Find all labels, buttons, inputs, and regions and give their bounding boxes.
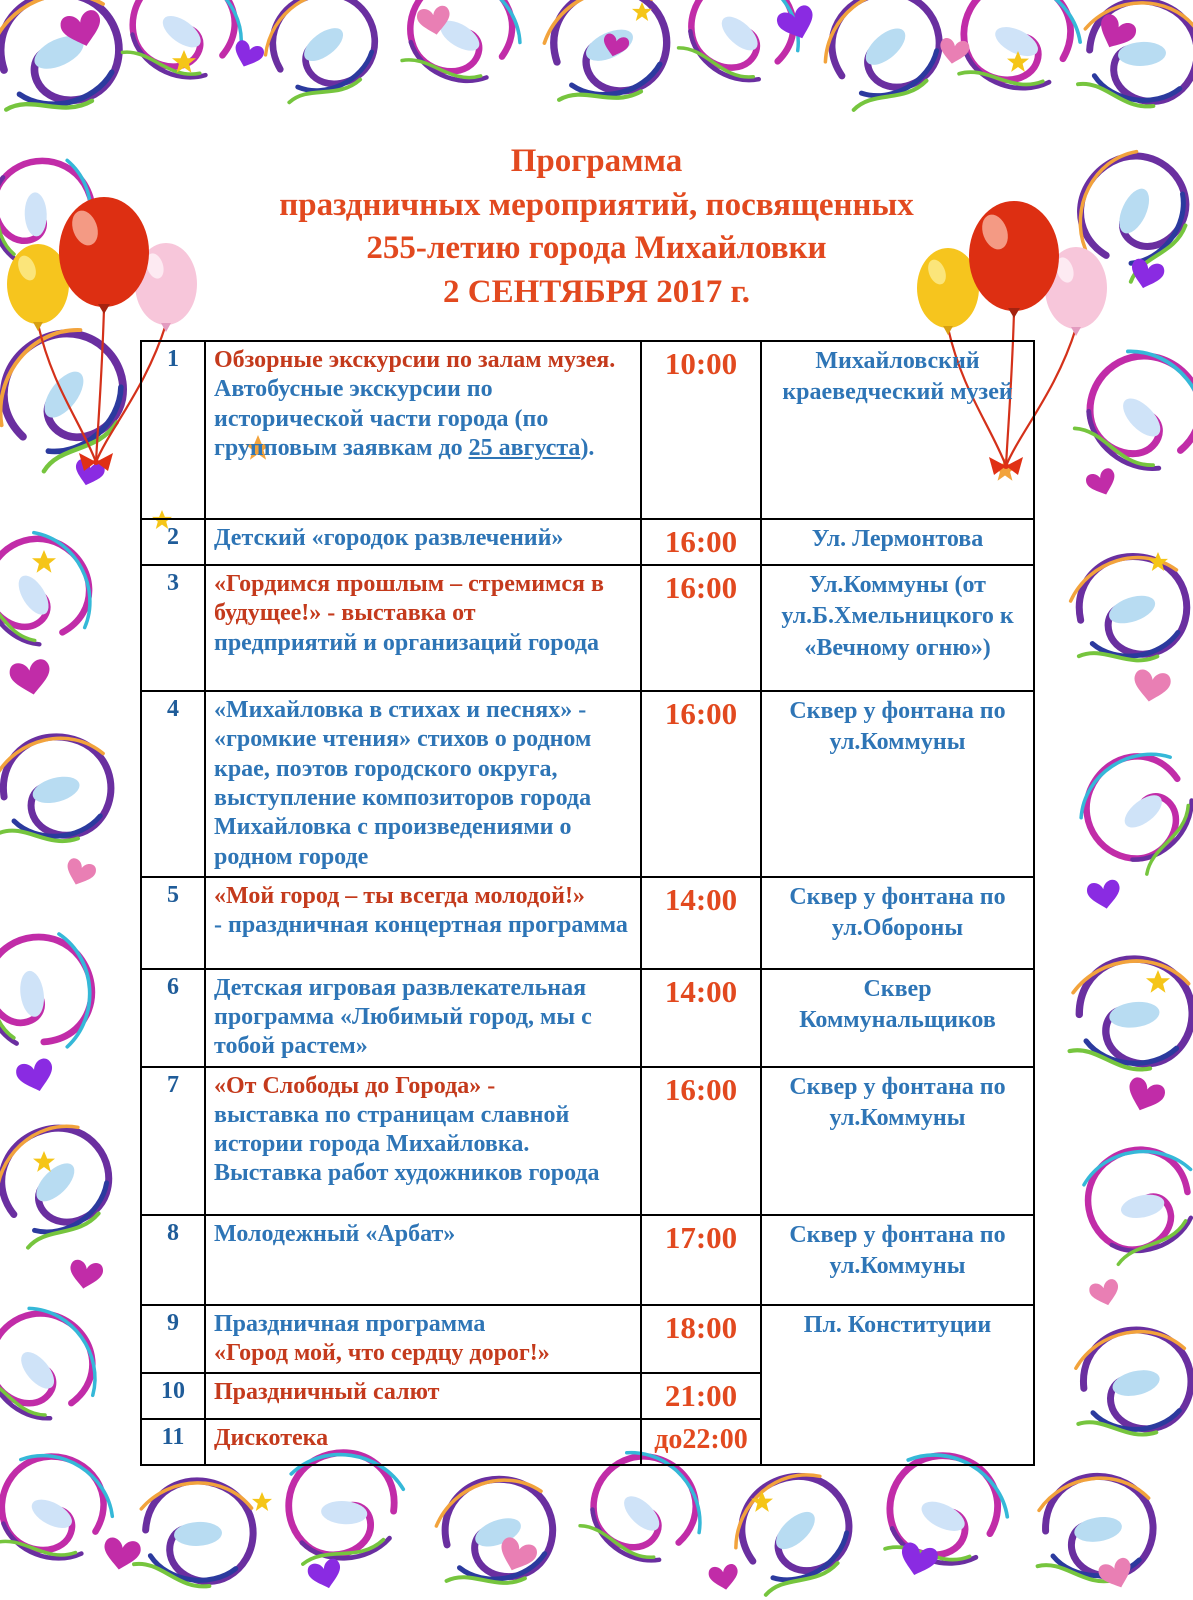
time-cell: 16:00 <box>641 519 761 565</box>
time-cell: 16:00 <box>641 691 761 877</box>
time-cell: 10:00 <box>641 341 761 519</box>
event-cell <box>205 1067 641 1215</box>
time-cell: 14:00 <box>641 969 761 1067</box>
event-title-red: Дискотека <box>214 1425 329 1452</box>
table-row <box>141 1305 1034 1374</box>
event-cell <box>205 1419 641 1465</box>
table-row <box>141 341 1034 519</box>
table-row <box>141 1215 1034 1305</box>
event-title-red: Обзорные экскурсии по залам музея. <box>214 347 616 374</box>
table-row <box>141 691 1034 877</box>
event-text-blue <box>214 375 632 463</box>
place-cell: Сквер у фонтана по ул.Обороны <box>761 877 1034 969</box>
title-line-3: 255-летию города Михайловки <box>366 230 827 267</box>
table-row <box>141 969 1034 1067</box>
title-line-2: праздничных мероприятий, посвященных <box>279 186 914 223</box>
place-cell: Сквер у фонтана по ул.Коммуны <box>761 1067 1034 1215</box>
table-row <box>141 1067 1034 1215</box>
row-number: 4 <box>141 691 205 877</box>
place-cell: Ул. Лермонтова <box>761 519 1034 565</box>
event-cell <box>205 1215 641 1305</box>
event-text-blue: Детский «городок развлечений» <box>214 525 564 552</box>
event-title-red: «Мой город – ты всегда молодой!» <box>214 882 585 909</box>
event-text-blue: Праздничная программа <box>214 1310 486 1337</box>
event-text-blue: - праздничная концертная программа <box>214 912 628 939</box>
time-cell: до22:00 <box>641 1419 761 1465</box>
place-cell: Михайловский краеведческий музей <box>761 341 1034 519</box>
place-cell-merged: Пл. Конституции <box>761 1305 1034 1466</box>
row-number: 6 <box>141 969 205 1067</box>
event-text-blue: Детская игровая развлекательная программа «Любимый город, мы с тобой растем» <box>214 974 592 1060</box>
event-text-blue: Молодежный «Арбат» <box>214 1220 456 1247</box>
title-line-1: Программа <box>510 143 683 179</box>
title-line-4: 2 СЕНТЯБРЯ 2017 г. <box>442 273 751 310</box>
place-cell: Сквер у фонтана по ул.Коммуны <box>761 1215 1034 1305</box>
page-title <box>80 140 1113 314</box>
time-cell: 16:00 <box>641 1067 761 1215</box>
row-number: 2 <box>141 519 205 565</box>
row-number: 11 <box>141 1419 205 1465</box>
time-cell: 21:00 <box>641 1373 761 1419</box>
event-title-red: «Город мой, что сердцу дорог!» <box>214 1339 550 1366</box>
event-cell <box>205 565 641 691</box>
event-cell <box>205 519 641 565</box>
place-cell: Ул.Коммуны (от ул.Б.Хмельницкого к «Вечному огню») <box>761 565 1034 691</box>
event-title-red: «Гордимся прошлым – стремимся в будущее!» - выставка от <box>214 571 604 627</box>
row-number: 8 <box>141 1215 205 1305</box>
event-cell <box>205 969 641 1067</box>
row-number: 5 <box>141 877 205 969</box>
event-cell <box>205 1373 641 1419</box>
event-cell <box>205 1305 641 1374</box>
time-cell: 14:00 <box>641 877 761 969</box>
row-number: 7 <box>141 1067 205 1215</box>
place-cell: Сквер у фонтана по ул.Коммуны <box>761 691 1034 877</box>
table-row <box>141 565 1034 691</box>
event-text-underlined: 25 августа <box>468 434 581 461</box>
event-text-blue: выставка по страницам славной истории города Михайловка. Выставка работ художников города <box>214 1101 600 1187</box>
program-table <box>140 340 1035 1466</box>
event-title-red: Праздничный салют <box>214 1379 440 1406</box>
table-row <box>141 519 1034 565</box>
event-title-red: «От Слободы до Города» - <box>214 1072 496 1099</box>
row-number: 9 <box>141 1305 205 1374</box>
time-cell: 18:00 <box>641 1305 761 1374</box>
event-cell <box>205 691 641 877</box>
event-text-blue: «Михайловка в стихах и песнях» - «громкие чтения» стихов о родном крае, поэтов городского округа, выступление композиторов города Михайловка с произведениями о родном городе <box>214 697 592 870</box>
event-cell <box>205 341 641 519</box>
event-text: ). <box>580 434 595 461</box>
event-text: Автобусные экскурсии по исторической части города (по групповым заявкам до <box>214 376 549 461</box>
time-cell: 17:00 <box>641 1215 761 1305</box>
event-cell <box>205 877 641 969</box>
row-number: 1 <box>141 341 205 519</box>
table-row <box>141 877 1034 969</box>
place-cell: Сквер Коммунальщиков <box>761 969 1034 1067</box>
event-text-blue: предприятий и организаций города <box>214 629 600 656</box>
row-number: 10 <box>141 1373 205 1419</box>
time-cell: 16:00 <box>641 565 761 691</box>
row-number: 3 <box>141 565 205 691</box>
